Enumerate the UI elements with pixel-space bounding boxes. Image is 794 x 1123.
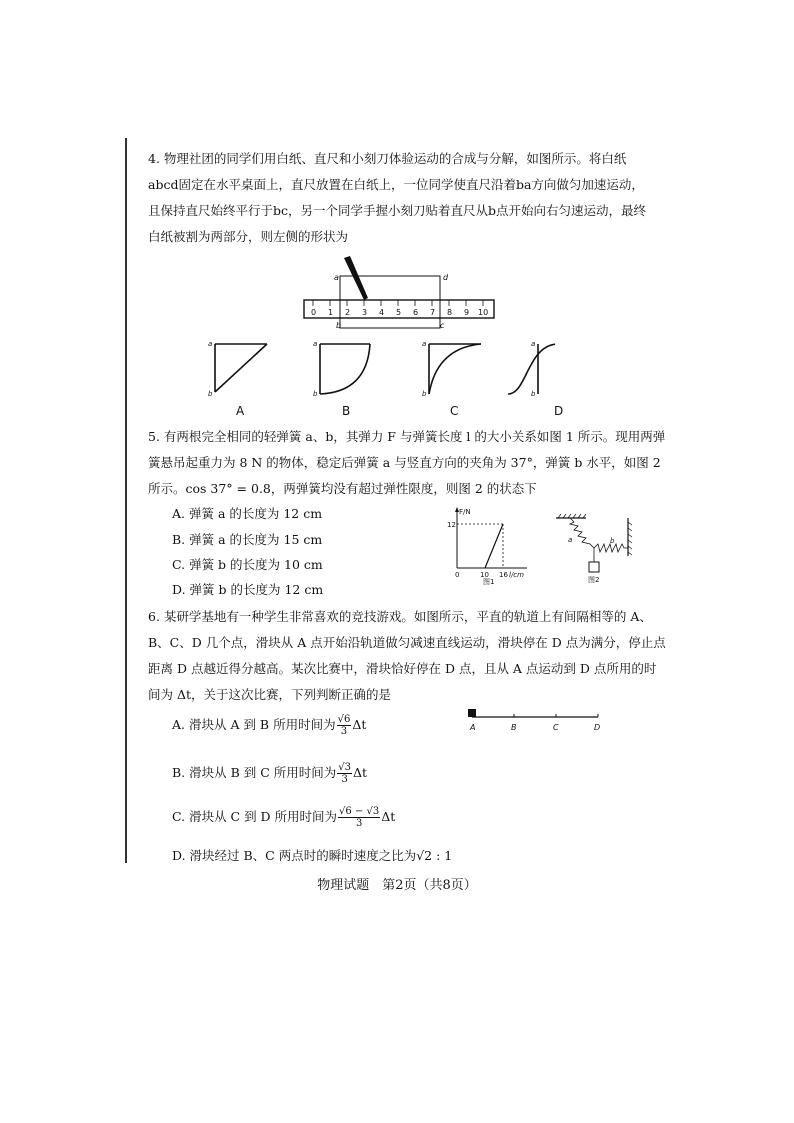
svg-text:0: 0 — [311, 308, 317, 317]
fig2-caption: 图2 — [588, 576, 600, 584]
fig1-x-tick-0: 0 — [455, 571, 460, 579]
svg-text:10: 10 — [478, 308, 489, 317]
f-l-line — [485, 524, 503, 568]
fig1-ylabel: F/N — [459, 508, 471, 516]
question-5-option-d: D. 弹簧 b 的长度为 12 cm — [172, 582, 324, 597]
svg-text:5: 5 — [396, 308, 402, 317]
fig1-caption: 图1 — [483, 578, 495, 586]
svg-text:3: 3 — [362, 308, 368, 317]
question-4-ruler-figure — [296, 252, 506, 332]
svg-text:4: 4 — [379, 308, 385, 317]
label-c: c — [440, 321, 445, 330]
spring-a — [570, 518, 594, 548]
question-6-line-2: B、C、D 几个点，滑块从 A 点开始沿轨道做匀减速直线运动，滑块停在 D 点为满分，停止点 — [148, 635, 666, 650]
option-d-shape — [508, 344, 555, 394]
slider-block — [468, 709, 476, 717]
question-5-option-b: B. 弹簧 a 的长度为 15 cm — [172, 532, 323, 547]
option-d-label: D — [554, 404, 564, 418]
margin-line — [125, 138, 127, 863]
question-6-line-1: 6. 某研学基地有一种学生非常喜欢的竞技游戏。如图所示，平直的轨道上有间隔相等的 A、 — [148, 609, 652, 624]
svg-text:6: 6 — [413, 308, 419, 317]
page-footer: 物理试题 第2页（共8页） — [317, 878, 477, 893]
svg-text:a: a — [422, 340, 427, 348]
question-6-track-figure — [462, 704, 612, 734]
question-5-line-1: 5. 有两根完全相同的轻弹簧 a、b，其弹力 F 与弹簧长度 l 的大小关系如图 1 所示。现用两弹 — [148, 429, 666, 444]
svg-text:2: 2 — [345, 308, 351, 317]
option-a-shape — [215, 344, 267, 392]
label-b: b — [336, 321, 342, 330]
option-a-label: A — [236, 404, 245, 418]
question-5-figure-1 — [445, 506, 535, 586]
paper-abcd — [340, 276, 440, 328]
question-4 — [148, 146, 648, 250]
question-5-option-c: C. 弹簧 b 的长度为 10 cm — [172, 557, 323, 572]
svg-text:9: 9 — [464, 308, 470, 317]
question-5-option-a: A. 弹簧 a 的长度为 12 cm — [172, 506, 323, 521]
track-label-a: A — [470, 723, 476, 732]
question-5 — [148, 424, 668, 502]
svg-text:1: 1 — [328, 308, 334, 317]
question-4-options-figure — [205, 338, 555, 418]
svg-text:b: b — [531, 390, 536, 398]
ruler-ticks — [313, 300, 483, 306]
fig2-label-b: b — [610, 537, 615, 545]
option-b-shape — [320, 344, 370, 394]
question-6-option-d: D. 滑块经过 B、C 两点时的瞬时速度之比为√2 : 1 — [172, 848, 453, 863]
svg-text:a: a — [531, 340, 536, 348]
track-label-b: B — [511, 723, 517, 732]
question-6-option-b: B. 滑块从 B 到 C 所用时间为 $\frac{√3}{3}$ Δt — [172, 762, 368, 785]
svg-text:a: a — [313, 340, 318, 348]
question-5-figure-2 — [550, 510, 640, 586]
track-label-d: D — [594, 723, 601, 732]
svg-text:b: b — [313, 390, 318, 398]
question-6-option-a: A. 滑块从 A 到 B 所用时间为 $\frac{√6}{3}$ Δt — [172, 714, 367, 737]
fig1-x-tick-16: 16 — [499, 571, 508, 579]
svg-text:8: 8 — [447, 308, 453, 317]
question-5-line-2: 簧悬吊起重力为 8 N 的物体，稳定后弹簧 a 与竖直方向的夹角为 37°，弹簧 b 水平，如图 2 — [148, 455, 661, 470]
svg-text:b: b — [422, 390, 427, 398]
question-5-line-3: 所示。cos 37° = 0.8，两弹簧均没有超过弹性限度，则图 2 的状态下 — [148, 481, 537, 496]
question-6-option-c: C. 滑块从 C 到 D 所用时间为 $\frac{√6 - √3}{3}$ Δt — [172, 806, 396, 829]
question-6 — [148, 604, 668, 708]
svg-text:a: a — [208, 340, 213, 348]
track-label-c: C — [553, 723, 559, 732]
svg-text:b: b — [208, 390, 213, 398]
knife-icon — [344, 256, 368, 300]
option-b-label: B — [342, 404, 351, 418]
fig1-y-tick: 12 — [447, 521, 456, 529]
option-c-shape — [429, 344, 481, 394]
svg-text:7: 7 — [430, 308, 436, 317]
question-4-text: 4. 物理社团的同学们用白纸、直尺和小刻刀体验运动的合成与分解，如图所示。将白纸abcd固定在水平桌面上，直尺放置在白纸上，一位同学使直尺沿着ba方向做匀加速运动，且保持直尺始终平行于bc，另一个同学手握小刻刀贴着直尺从b点开始向右匀速运动，最终白纸被割为两部分，则左侧的形状为 — [148, 151, 647, 244]
label-d: d — [443, 273, 449, 282]
option-c-label: C — [450, 404, 459, 418]
fig2-label-a: a — [568, 536, 573, 544]
spring-b — [594, 544, 628, 552]
label-a: a — [334, 273, 339, 282]
weight-block — [589, 562, 599, 572]
question-6-line-3: 距离 D 点越近得分越高。某次比赛中，滑块恰好停在 D 点，且从 A 点运动到 D 点所用的时 — [148, 661, 657, 676]
fig1-x-tick-10: 10 — [480, 571, 489, 579]
ruler-tick-labels — [311, 308, 488, 317]
question-6-line-4: 间为 Δt，关于这次比赛，下列判断正确的是 — [148, 687, 392, 702]
fig1-xlabel: l/cm — [509, 571, 524, 579]
